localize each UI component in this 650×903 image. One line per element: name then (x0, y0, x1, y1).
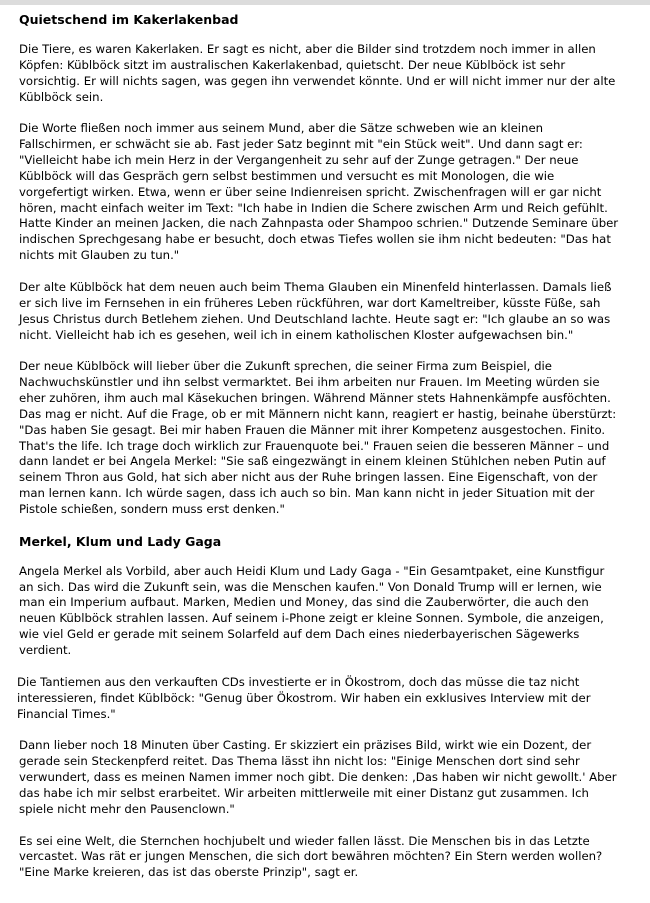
paragraph: Die Tiere, es waren Kakerlaken. Er sagt es nicht, aber die Bilder sind trotzdem noch immer in allen Köpfen: Küblböck sitzt im australischen Kakerlakenbad, quietscht. Der neue Küblböck ist sehr vorsichtig. Er will nichts sagen, was gegen ihn verwendet könnte. Und er will nicht immer nur der alte Küblböck sein. (19, 42, 616, 104)
paragraph: Der alte Küblböck hat dem neuen auch beim Thema Glauben ein Minenfeld hinterlassen. Damals ließ er sich live im Fernsehen in ein früheres Leben rückführen, war dort Kameltreiber, küsste Füße, sah Jesus Christus durch Betlehem ziehen. Und Deutschland lachte. Heute sagt er: "Ich glaube an so was nicht. Vielleicht hab ich es gesehen, weil ich in einem katholischen Kloster aufgewachsen bin." (19, 279, 612, 342)
paragraph: Die Tantiemen aus den verkauften CDs investierte er in Ökostrom, doch das müsse die taz nicht interessieren, findet Küblböck: "Genug über Ökostrom. Wir haben ein exklusives Interview mit der Financial Times." (17, 674, 591, 721)
paragraph: Angela Merkel als Vorbild, aber auch Heidi Klum und Lady Gaga - "Ein Gesamtpaket, eine Kunstfigur an sich. Das wird die Zukunft sein, was die Menschen kaufen." Von Donald Trump will er lernen, wie man ein Imperium aufbaut. Marken, Medien und Money, das sind die Zauberwörter, die auch den neuen Küblböck strahlen lassen. Auf seinem i-Phone zeigt er kleine Sonnen. Symbole, die anzeigen, wie viel Geld er gerade mit seinem Solarfeld auf dem Dach eines niederbayerischen Sägewerks verdient. (19, 563, 605, 657)
paragraph: Es sei eine Welt, die Sternchen hochjubelt und wieder fallen lässt. Die Menschen bis in das Letzte vercastet. Was rät er jungen Menschen, die sich dort bewähren möchten? Ein Stern werden wollen? "Eine Marke kreieren, das ist das oberste Prinzip", sagt er. (19, 833, 603, 880)
paragraph: Dann lieber noch 18 Minuten über Casting. Er skizziert ein präzises Bild, wirkt wie ein Dozent, der gerade sein Steckenpferd reitet. Das Thema lässt ihn nicht los: "Einige Menschen dort sind sehr verwundert, dass es meinen Namen immer noch gibt. Die denken: ‚Das haben wir nicht gewollt.' Aber das habe ich mir selbst erarbeitet. Wir arbeiten mittlerweile mit einer Distanz gut zusammen. Ich spiele nicht mehr den Pausenclown." (19, 738, 617, 816)
section-heading: Quietschend im Kakerlakenbad (19, 12, 239, 27)
paragraph: Die Worte fließen noch immer aus seinem Mund, aber die Sätze schweben wie an kleinen Fallschirmen, er schwächt sie ab. Fast jeder Satz beginnt mit "ein Stück weit". Und dann sagt er: "Vielleicht habe ich mein Herz in der Vergangenheit zu sehr auf der Zunge getragen." Der neue Küblböck will das Gespräch gern selbst bestimmen und versucht es mit Monologen, die wie vorgefertigt wirken. Etwa, wenn er über seine Indienreisen spricht. Zwischenfragen will er gar nicht hören, macht einfach weiter im Text: "Ich habe in Indien die Schere zwischen Arm und Reich gefühlt. Hatte Kinder an meinen Jacken, die nach Zahnpasta oder Shampoo schrien." Dutzende Seminare über indischen Sprechgesang habe er besucht, doch etwas Tiefes wollen sie ihm nicht bedeuten: "Das hat nichts mit Glauben zu tun." (19, 121, 619, 263)
section-heading: Merkel, Klum und Lady Gaga (19, 533, 222, 549)
paragraph: Der neue Küblböck will lieber über die Zukunft sprechen, die seiner Firma zum Beispiel, die Nachwuchskünstler und ihn selbst vermarktet. Bei ihm arbeiten nur Frauen. Im Meeting würden sie eher zuhören, ihm auch mal Käsekuchen bringen. Während Männer stets Hahnenkämpfe ausföchten. Das mag er nicht. Auf die Frage, ob er mit Männern nicht kann, reagiert er hastig, beinahe überstürzt: "Das haben Sie gesagt. Bei mir haben Frauen die Männer mit ihrer Kompetenz ausgestochen. Finito. That's the life. Ich trage doch wirklich zur Frauenquote bei." Frauen seien die besseren Männer – und dann landet er bei Angela Merkel: "Sie saß eingezwängt in einem kleinen Stühlchen neben Putin auf seinem Thron aus Gold, hat sich aber nicht aus der Ruhe bringen lassen. Eine Eigenschaft, von der man lernen kann. Ich würde sagen, dass ich auch so bin. Man kann nicht in jeder Situation mit der Pistole schießen, sondern muss erst denken." (19, 359, 617, 516)
article-body (0, 5, 650, 881)
